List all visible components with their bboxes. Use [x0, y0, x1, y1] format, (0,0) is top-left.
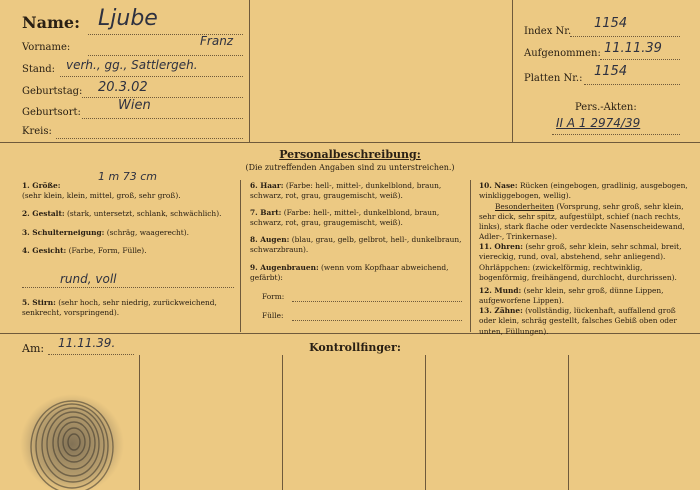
pers-akten-value: II A 1 2974/39 — [556, 116, 641, 130]
fingerprint-image — [10, 386, 132, 490]
form-line — [292, 301, 462, 302]
name-label: Name: — [22, 13, 81, 32]
item-9-label: 9. Augenbrauen: — [250, 263, 319, 272]
vorname-label: Vorname: — [22, 42, 71, 53]
item-13 — [479, 306, 691, 337]
am-value: 11.11.39. — [58, 336, 116, 350]
item-12 — [479, 286, 691, 307]
kreis-line — [56, 138, 243, 139]
item-13-label: 13. Zähne: — [479, 306, 523, 315]
stand-value: verh., gg., Sattlergeh. — [66, 58, 198, 72]
item-11-sub-text: (zwickelförmig, rechtwinklig, bogenförmig, freihängend, durchlocht, durchrissen). — [479, 262, 677, 282]
section-subtitle: (Die zutreffenden Angaben sind zu unterstreichen.) — [245, 163, 455, 172]
geburtstag-value: 20.3.02 — [98, 80, 148, 95]
item-5-text: (sehr hoch, sehr niedrig, zurückweichend, senkrecht, vorspringend). — [22, 298, 217, 318]
item-3-text: (schräg, waagerecht). — [106, 228, 189, 237]
index-value: 1154 — [594, 16, 628, 31]
header-divider-1 — [249, 0, 250, 142]
item-8-text: (blau, grau, gelb, gelbrot, hell-, dunkelbraun, schwarzbraun). — [250, 235, 462, 255]
section-title: Personalbeschreibung: — [279, 148, 421, 161]
finger-divider-2 — [282, 355, 283, 490]
platten-line — [584, 84, 680, 85]
item-11 — [479, 242, 691, 283]
item-13-text: (vollständig, lückenhaft, auffallend groß oder klein, schräg gestellt, falsches Gebiß oben oder unten, Füllungen). — [479, 306, 677, 336]
name-value: Ljube — [98, 6, 158, 31]
pers-akten-line — [552, 134, 680, 135]
finger-divider-1 — [139, 355, 140, 490]
item-4-value: rund, voll — [60, 272, 117, 286]
item-9-text: (wenn vom Kopfhaar abweichend, gefärbt): — [250, 263, 449, 283]
item-5-label: 5. Stirn: — [22, 298, 56, 307]
platten-label: Platten Nr.: — [524, 73, 583, 84]
geburtsort-line — [82, 118, 243, 119]
index-label: Index Nr. — [524, 26, 572, 37]
geburtsort-label: Geburtsort: — [22, 107, 81, 118]
item-4-line — [22, 287, 234, 288]
item-3 — [22, 228, 234, 238]
item-6-text: (Farbe: hell-, mittel-, dunkelblond, braun, schwarz, rot, grau, graugemischt, weiß). — [250, 181, 442, 201]
item-10-text: Rücken (eingebogen, gradlinig, ausgebogen, winkliggebogen, wellig). — [479, 181, 688, 201]
item-6-label: 6. Haar: — [250, 181, 284, 190]
finger-divider-4 — [568, 355, 569, 490]
aufgenommen-label: Aufgenommen: — [524, 48, 601, 59]
item-1 — [22, 170, 234, 202]
item-10-sub-text: (Vorsprung, sehr groß, sehr klein, sehr dick, sehr spitz, aufgestülpt, schief (nach rechts, links), stark flache oder verdeckte Nasenscheidewand, Adler-, Trinkernase). — [479, 201, 685, 242]
item-1-text: (sehr klein, klein, mittel, groß, sehr groß). — [22, 191, 181, 201]
aufgenommen-line — [600, 59, 680, 60]
vorname-line — [88, 55, 243, 56]
kontrollfinger-label: Kontrollfinger: — [309, 341, 401, 354]
aufgenommen-value: 11.11.39 — [604, 41, 662, 56]
item-2 — [22, 209, 234, 219]
pers-akten-label: Pers.-Akten: — [575, 102, 637, 113]
stand-label: Stand: — [22, 64, 56, 75]
fuelle-label: Fülle: — [262, 311, 284, 320]
item-11-text: (sehr groß, sehr klein, sehr schmal, breit, viereckig, rund, oval, abstehend, sehr anliegend). — [479, 242, 682, 262]
header-bottom-rule — [0, 142, 700, 143]
column-divider-2 — [470, 180, 471, 332]
item-4-label: 4. Gesicht: — [22, 246, 67, 255]
item-7-text: (Farbe: hell-, mittel-, dunkelblond, braun, schwarz, rot, grau, graugemischt, weiß). — [250, 208, 440, 228]
geburtstag-line — [82, 97, 243, 98]
item-1-value: 1 m 73 cm — [98, 170, 157, 183]
item-5 — [22, 298, 234, 319]
item-7 — [250, 208, 464, 229]
item-11-sub-label: Ohrläppchen: — [479, 262, 531, 272]
item-6 — [250, 181, 464, 202]
item-8-label: 8. Augen: — [250, 235, 290, 244]
stand-line — [60, 76, 243, 77]
platten-value: 1154 — [594, 64, 628, 79]
header-divider-2 — [512, 0, 513, 142]
item-10 — [479, 181, 691, 243]
vorname-value: Franz — [200, 34, 234, 48]
item-1-label: 1. Größe: — [22, 181, 61, 190]
finger-divider-3 — [425, 355, 426, 490]
fuelle-line — [292, 320, 462, 321]
am-label: Am: — [22, 342, 45, 355]
item-12-label: 12. Mund: — [479, 286, 522, 295]
item-9 — [250, 263, 464, 284]
geburtsort-value: Wien — [118, 98, 151, 113]
item-4-text: (Farbe, Form, Fülle). — [68, 246, 147, 255]
item-2-text: (stark, untersetzt, schlank, schwächlich). — [66, 209, 222, 218]
am-line — [48, 354, 134, 355]
item-12-text: (sehr klein, sehr groß, dünne Lippen, aufgeworfene Lippen). — [479, 286, 664, 306]
form-label: Form: — [262, 292, 285, 301]
item-11-label: 11. Ohren: — [479, 242, 523, 251]
item-10-label: 10. Nase: — [479, 181, 518, 190]
column-divider-1 — [240, 180, 241, 332]
item-7-label: 7. Bart: — [250, 208, 282, 217]
item-3-label: 3. Schulterneigung: — [22, 228, 105, 237]
kreis-label: Kreis: — [22, 126, 52, 137]
item-10-sub-label: Besonderheiten — [495, 201, 555, 211]
item-4 — [22, 246, 234, 256]
geburtstag-label: Geburtstag: — [22, 86, 83, 97]
item-8 — [250, 235, 464, 256]
index-line — [570, 36, 680, 37]
item-2-label: 2. Gestalt: — [22, 209, 65, 218]
